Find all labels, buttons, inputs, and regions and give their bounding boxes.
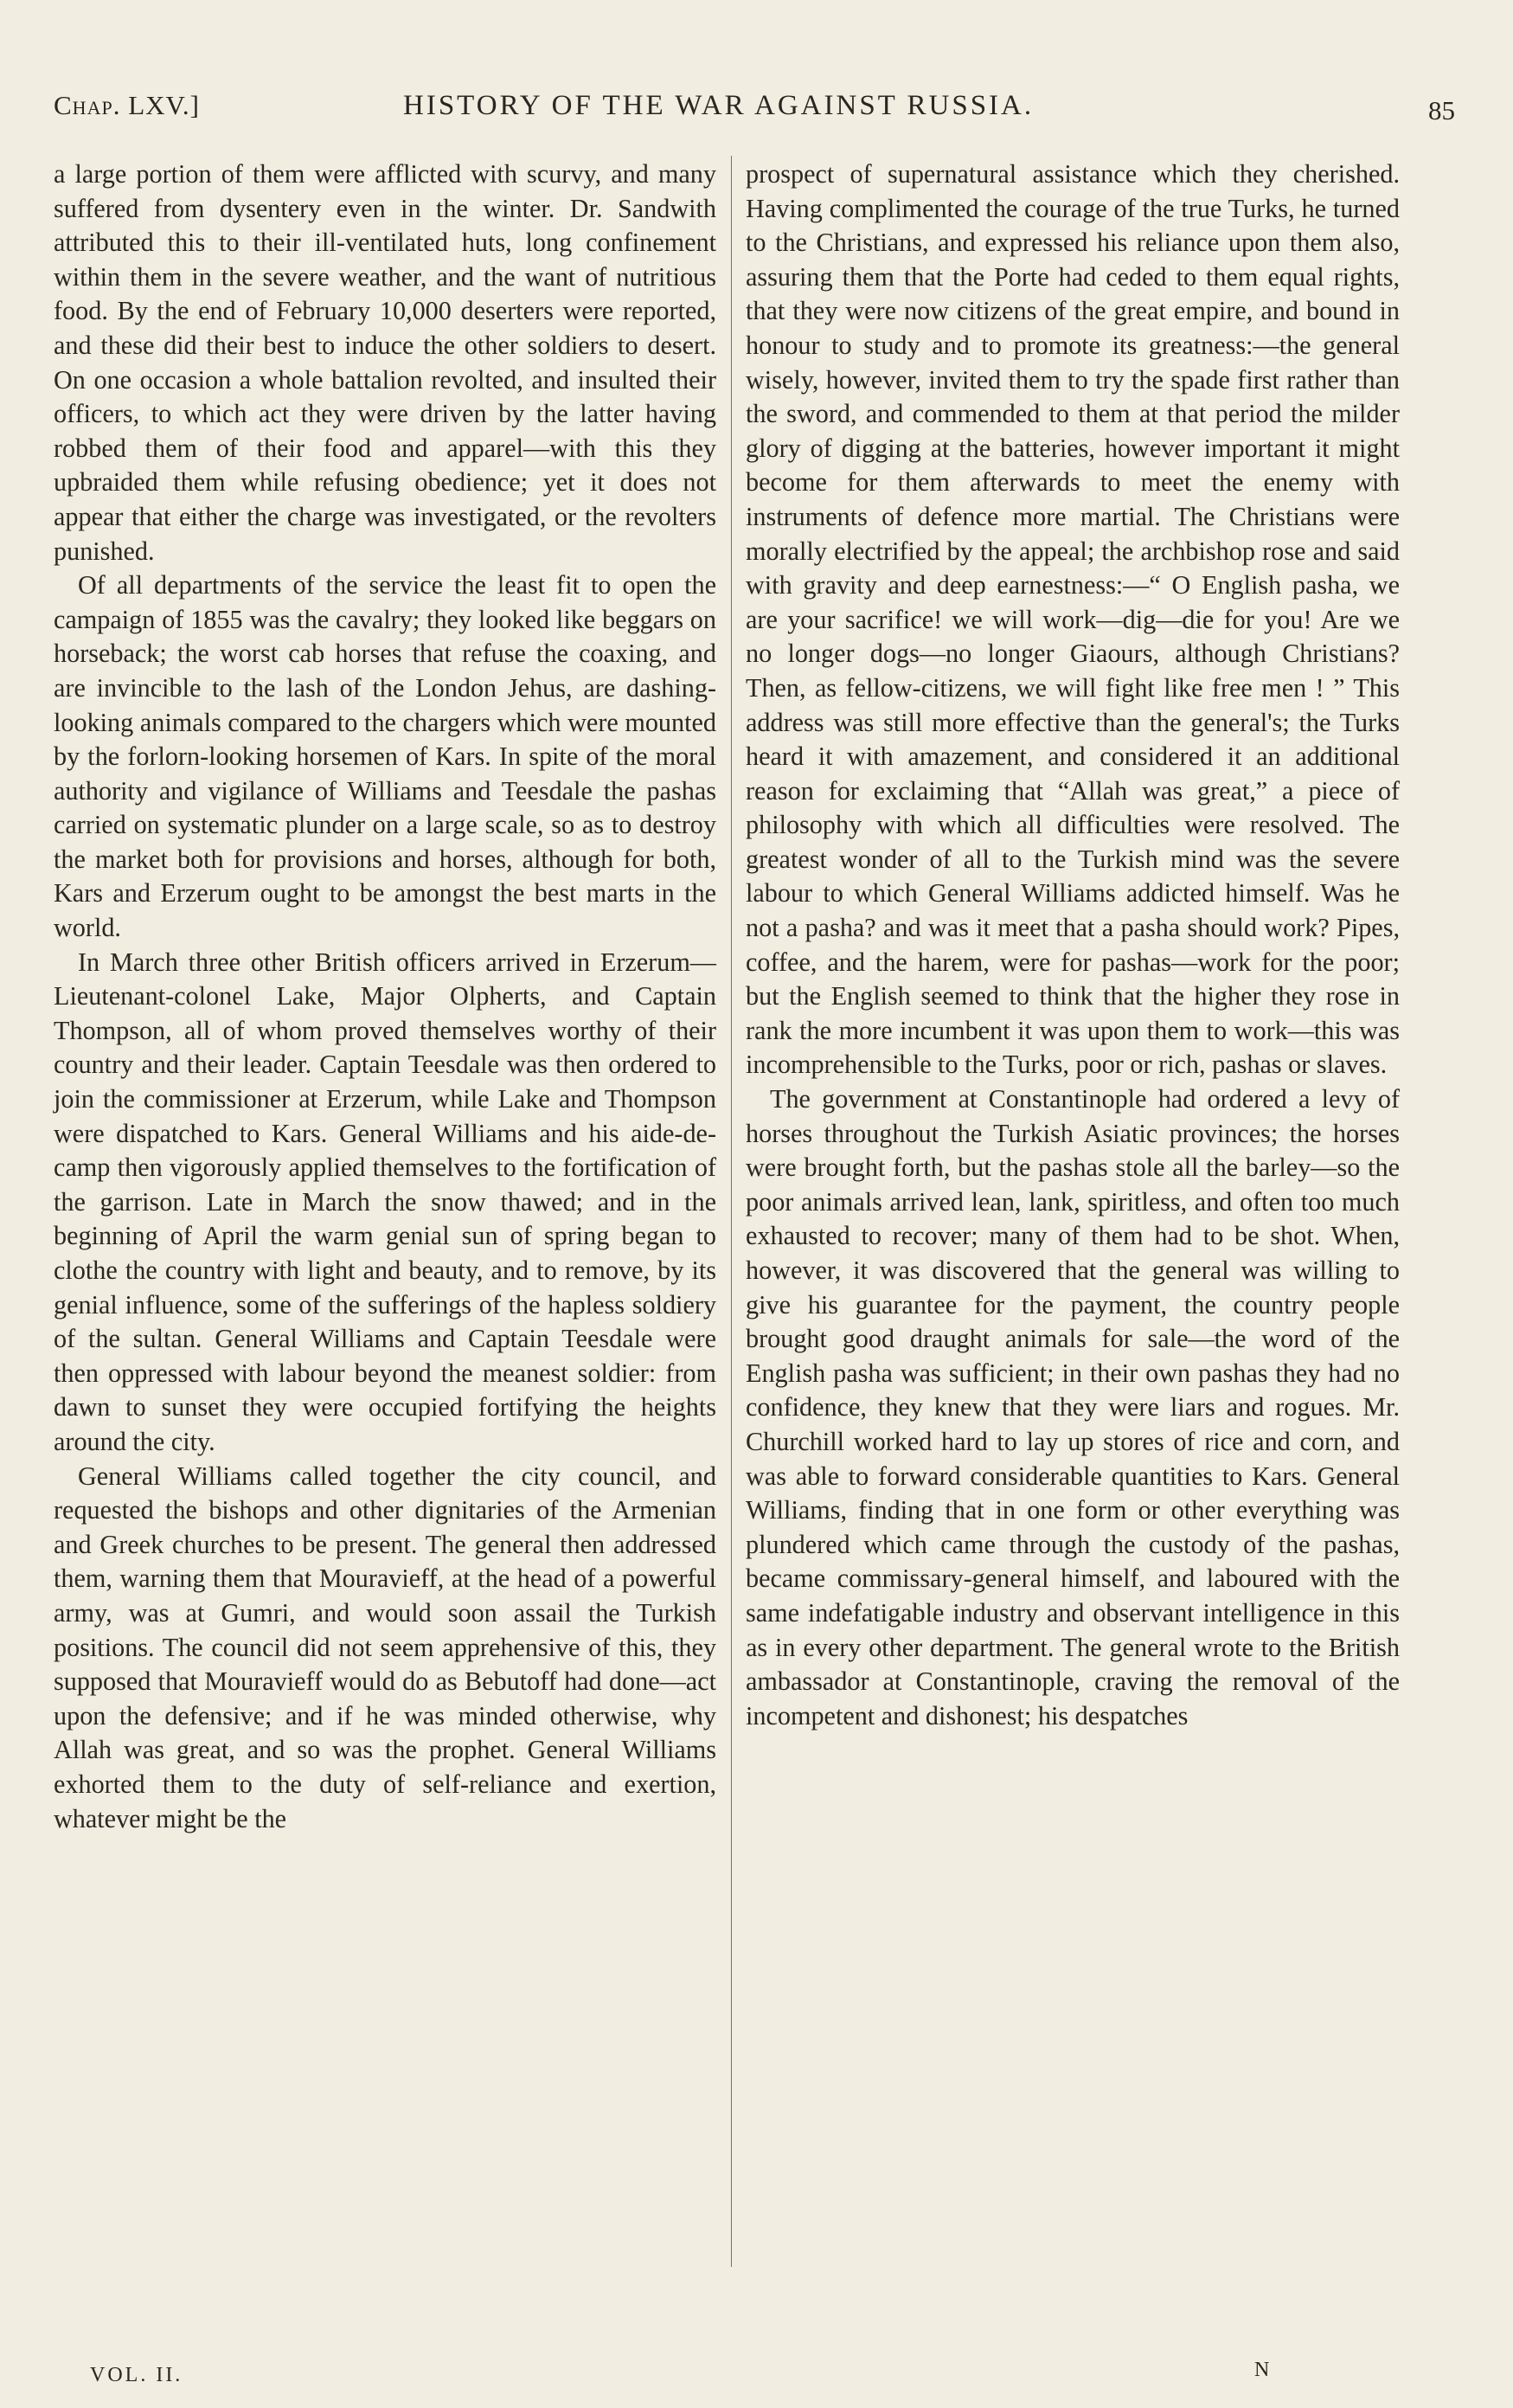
paragraph: Of all departments of the service the least fit to open the campaign of 1855 was the cavalry; they looked like beggars on horseback; the worst cab horses that refuse the coaxing, and are invincible to the lash of the London Jehus, are dashing-looking animals compared to the chargers which were mounted by the forlorn-looking horsemen of Kars. In spite of the moral authority and vigilance of Williams and Teesdale the pashas carried on systematic plunder on a large scale, so as to destroy the market both for provisions and horses, although for both, Kars and Erzerum ought to be amongst the best marts in the world.: [54, 570, 716, 943]
paragraph: In March three other British officers arrived in Erzerum—Lieutenant-colonel Lake, Major Olpherts, and Captain Thompson, all of whom proved themselves worthy of their country and their leader. Captain Teesdale was then ordered to join the commissioner at Erzerum, while Lake and Thompson were dispatched to Kars. General Williams and his aide-de-camp then vigorously applied themselves to the fortification of the garrison. Late in March the snow thawed; and in the beginning of April the warm genial sun of spring began to clothe the country with light and beauty, and to remove, by its genial influence, some of the sufferings of the hapless soldiery of the sultan. General Williams and Captain Teesdale were then oppressed with labour beyond the meanest soldier: from dawn to sunset they were occupied fortifying the heights around the city.: [54, 947, 716, 1456]
paragraph: prospect of supernatural assistance which they cherished. Having complimented the courage of the true Turks, he turned to the Christians, and expressed his reliance upon them also, assuring them that the Porte had ceded to them equal rights, that they were now citizens of the great empire, and bound in honour to study and to promote its greatness:—the general wisely, however, invited them to try the spade first rather than the sword, and commended to them at that period the milder glory of digging at the batteries, however important it might become for them afterwards to meet the enemy with instruments of defence more martial. The Christians were morally electrified by the appeal; the archbishop rose and said with gravity and deep earnestness:—“ O English pasha, we are your sacrifice! we will work—dig—die for you! Are we no longer dogs—no longer Giaours, although Christians? Then, as fellow-citizens, we will fight like free men ! ” This address was still more effective than the general's; the Turks heard it with amazement, and considered it an additional reason for exclaiming that “Allah was great,” a piece of philosophy with which all difficulties were resolved. The greatest wonder of all to the Turkish mind was the severe labour to which General Williams addicted himself. Was he not a pasha? and was it meet that a pasha should work? Pipes, coffee, and the harem, were for pashas—work for the poor; but the English seemed to think that the higher they rose in rank the more incumbent it was upon them to work—this was incomprehensible to the Turks, poor or rich, pashas or slaves.: [746, 159, 1400, 1080]
paragraph: General Williams called together the city council, and requested the bishops and other dignitaries of the Armenian and Greek churches to be present. The general then addressed them, warning them that Mouravieff, at the head of a powerful army, was at Gumri, and would soon assail the Turkish positions. The council did not seem apprehensive of this, they supposed that Mouravieff would do as Bebutoff had done—act upon the defensive; and if he was minded otherwise, why Allah was great, and so was the prophet. General Williams exhorted them to the duty of self-reliance and exertion, whatever might be the: [54, 1461, 716, 1833]
column-divider: [731, 156, 732, 2267]
paragraph: a large portion of them were afflicted with scurvy, and many suffered from dysentery even in the winter. Dr. Sandwith attributed this to their ill-ventilated huts, long confinement within them in the severe weather, and the want of nutritious food. By the end of February 10,000 deserters were reported, and these did their best to induce the other soldiers to desert. On one occasion a whole battalion revolted, and insulted their officers, to which act they were driven by the latter having robbed them of their food and apparel—with this they upbraided them while refusing obedience; yet it does not appear that either the charge was investigated, or the revolters punished.: [54, 159, 716, 566]
volume-label: VOL. II.: [90, 2364, 183, 2386]
left-column: [54, 157, 716, 1836]
paragraph: The government at Constantinople had ordered a levy of horses throughout the Turkish Asiatic provinces; the horses were brought forth, but the pashas stole all the barley—so the poor animals arrived lean, lank, spiritless, and often too much exhausted to recover; many of them had to be shot. When, however, it was discovered that the general was willing to give his guarantee for the payment, the country people brought good draught animals for sale—the word of the English pasha was sufficient; in their own pashas they had no confidence, they knew that they were liars and rogues. Mr. Churchill worked hard to lay up stores of rice and corn, and was able to forward considerable quantities to Kars. General Williams, finding that in one form or other everything was plundered which came through the custody of the pashas, became commissary-general himself, and laboured with the same indefatigable industry and observant intelligence in this as in every other department. The general wrote to the British ambassador at Constantinople, craving the removal of the incompetent and dishonest; his despatches: [746, 1084, 1400, 1731]
signature-mark: N: [1254, 2359, 1270, 2381]
chapter-label: Chap. LXV.]: [54, 90, 200, 120]
running-title: HISTORY OF THE WAR AGAINST RUSSIA.: [403, 90, 1035, 121]
running-header: [54, 90, 1455, 128]
right-column: [746, 157, 1400, 1733]
page-number: 85: [1428, 95, 1455, 125]
